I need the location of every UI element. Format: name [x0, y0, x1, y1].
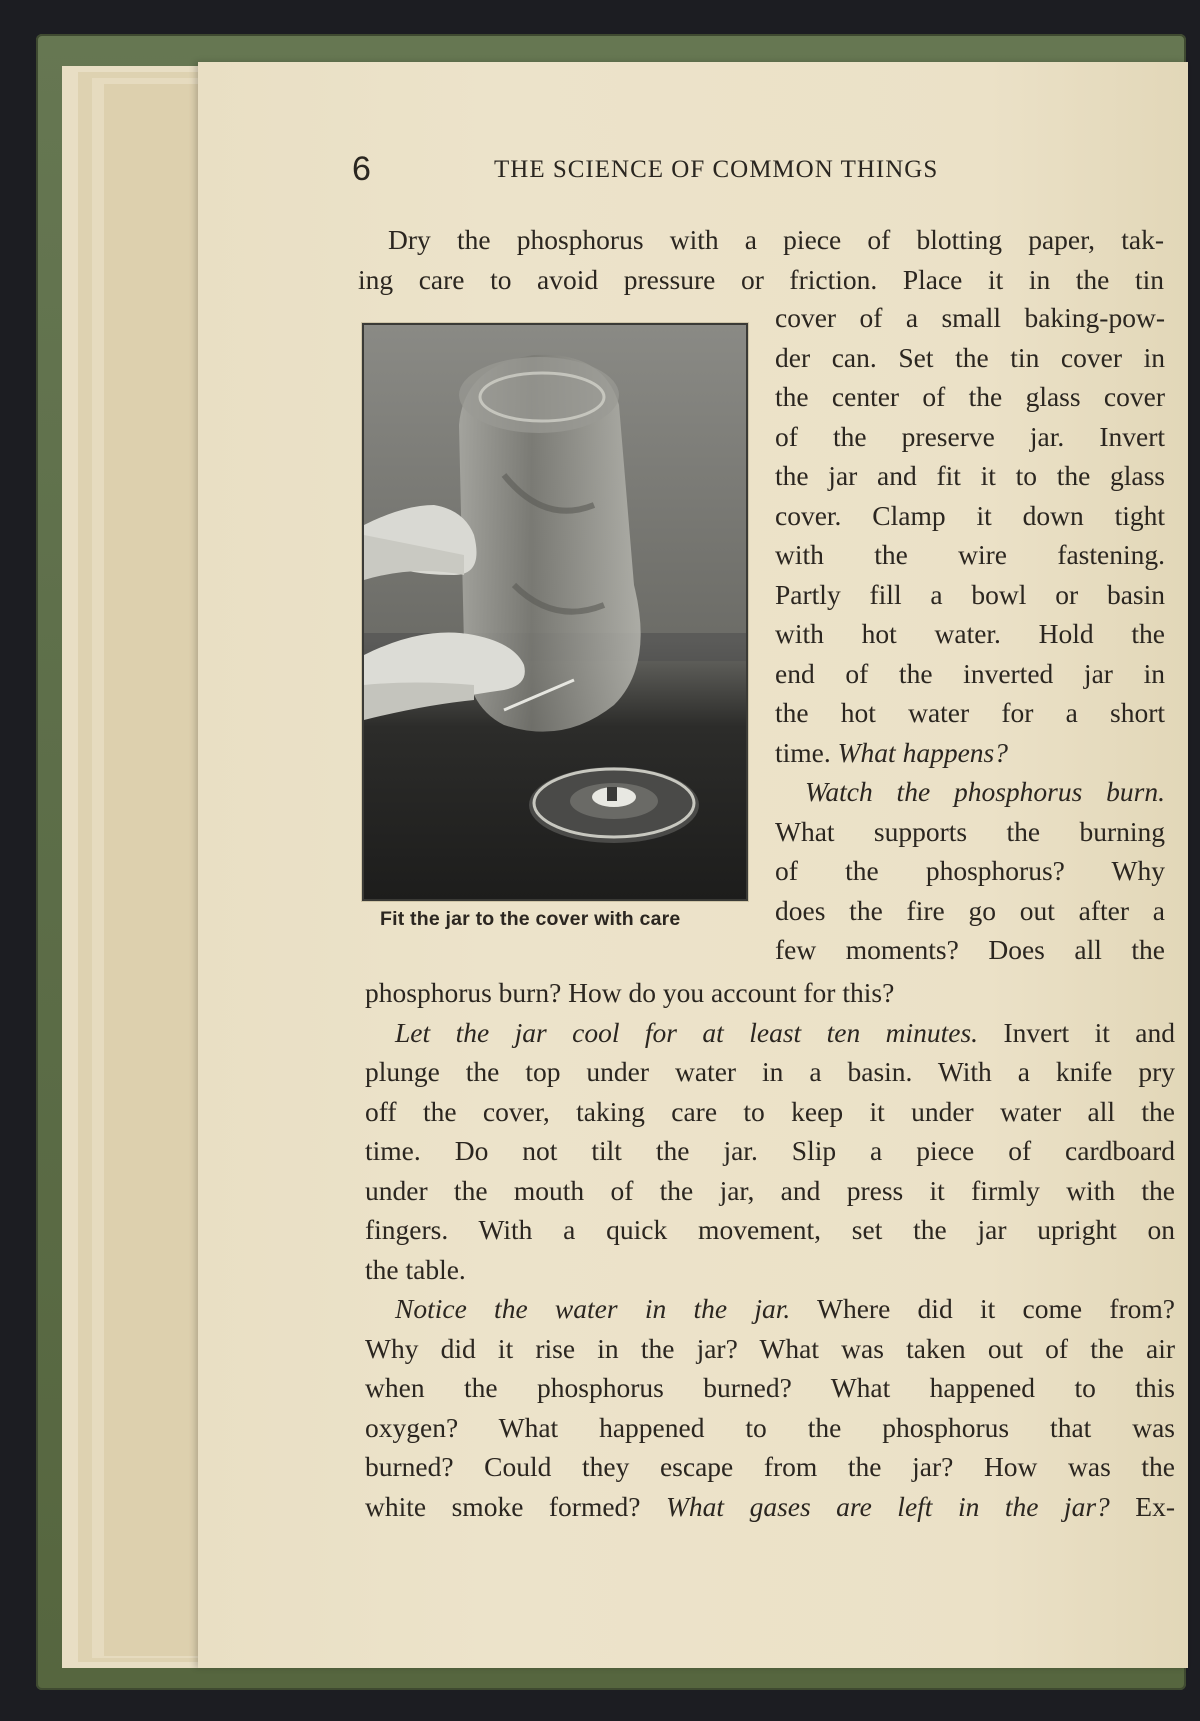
page-header: [352, 150, 1042, 194]
text-line: [365, 1289, 1175, 1329]
text-line: of the preserve jar. Invert: [775, 420, 1165, 452]
text-line: oxygen? What happened to the phosphorus that was: [365, 1411, 1175, 1443]
text-line: [365, 1487, 1175, 1527]
text-line: when the phosphorus burned? What happened to this: [365, 1372, 1175, 1403]
text-line: ing care to avoid pressure or friction. Place it in the tin: [358, 263, 1164, 295]
text-line: phosphorus burn? How do you account for this?: [365, 977, 895, 1008]
page-number: 6: [352, 150, 371, 188]
right-column-text: [775, 298, 1165, 970]
text-line: the table.: [365, 1253, 466, 1285]
text-line: What supports the burning: [775, 815, 1165, 847]
text-line: the jar and fit it to the glass: [775, 460, 1165, 491]
italic-instruction: Watch the phosphorus burn.: [805, 776, 1165, 807]
text-line: der can. Set the tin cover in: [775, 341, 1165, 373]
text-line: Partly fill a bowl or basin: [775, 578, 1165, 610]
italic-instruction: Let the jar cool for at least ten minutes.: [395, 1016, 979, 1048]
text-line: the center of the glass cover: [775, 381, 1165, 412]
text-line: [365, 1013, 1175, 1053]
text-line: Dry the phosphorus with a piece of blotting paper, tak-: [388, 224, 1164, 255]
text-line: burned? Could they escape from the jar? How was the: [365, 1451, 1175, 1482]
text-line: does the fire go out after a: [775, 894, 1165, 926]
figure-caption: Fit the jar to the cover with care: [380, 908, 681, 930]
text-line: end of the inverted jar in: [775, 657, 1165, 689]
italic-question: What happens?: [837, 736, 1008, 768]
italic-question: What gases are left in the jar?: [666, 1490, 1110, 1522]
text-span: Ex-: [1109, 1490, 1175, 1522]
intro-paragraph: [358, 220, 1164, 299]
text-line: cover of a small baking-pow-: [775, 302, 1165, 333]
text-span: white smoke formed?: [365, 1490, 667, 1522]
text-line: the hot water for a short: [775, 697, 1165, 728]
jar-photo-illustration: [364, 325, 746, 899]
running-head: THE SCIENCE OF COMMON THINGS: [494, 156, 939, 183]
jar-photograph: [362, 323, 748, 901]
text-span: Where did it come from?: [790, 1293, 1175, 1324]
text-line: plunge the top under water in a basin. With a knife pry: [365, 1056, 1175, 1087]
text-line: under the mouth of the jar, and press it firmly with the: [365, 1174, 1175, 1206]
text-span: Invert it and: [978, 1016, 1175, 1048]
text-line: [775, 733, 1165, 773]
text-line: fingers. With a quick movement, set the jar upright on: [365, 1214, 1175, 1245]
text-span: time.: [775, 736, 838, 768]
text-line: with the wire fastening.: [775, 539, 1165, 570]
text-line: cover. Clamp it down tight: [775, 499, 1165, 531]
text-line: of the phosphorus? Why: [775, 855, 1165, 886]
text-line: with hot water. Hold the: [775, 618, 1165, 649]
text-line: Why did it rise in the jar? What was taken out of the air: [365, 1332, 1175, 1364]
lower-paragraphs: [365, 973, 1175, 1526]
italic-instruction: Notice the water in the jar.: [395, 1293, 791, 1324]
text-line: few moments? Does all the: [775, 934, 1165, 965]
text-line: time. Do not tilt the jar. Slip a piece of cardboard: [365, 1135, 1175, 1166]
text-line: off the cover, taking care to keep it under water all the: [365, 1095, 1175, 1127]
